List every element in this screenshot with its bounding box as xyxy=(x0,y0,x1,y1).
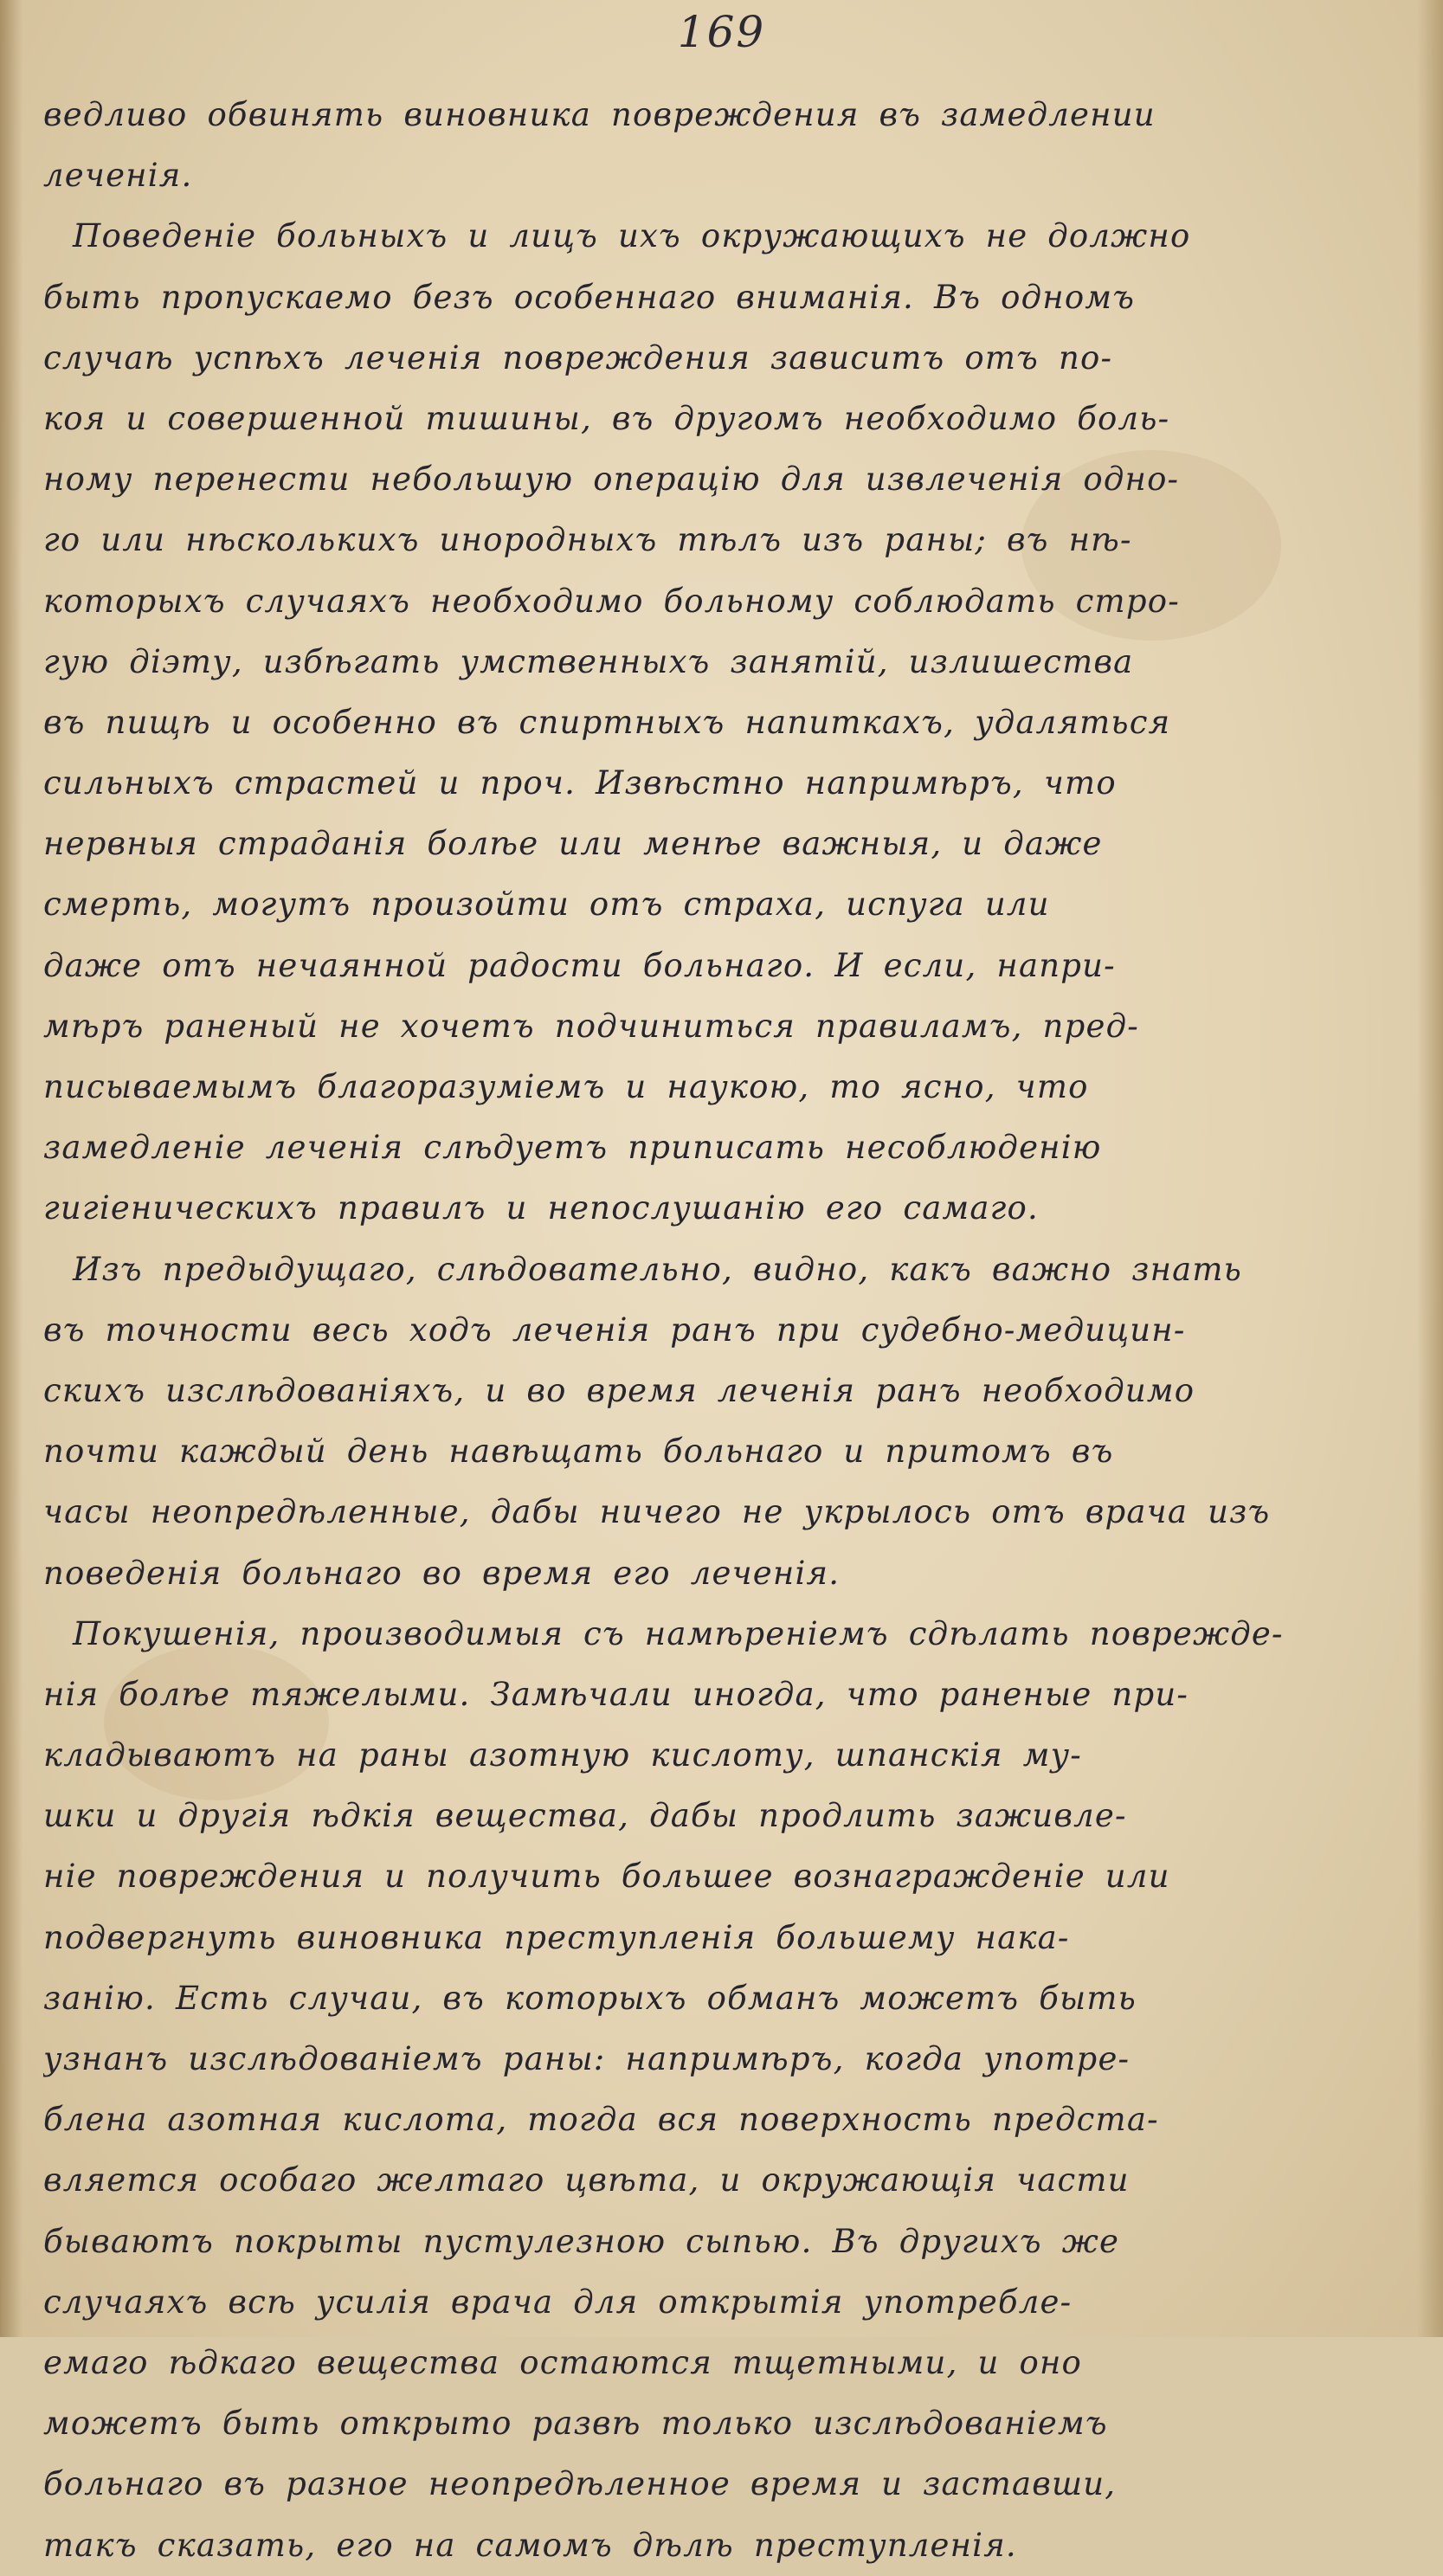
text-line: которыхъ случаяхъ необходимо больному соблюдать стро- xyxy=(43,582,1180,620)
text-line: ніе повреждения и получить большее вознагражденіе или xyxy=(43,1858,1170,1896)
text-line: смерть, могутъ произойти отъ страха, испуга или xyxy=(43,886,1050,924)
text-line: даже отъ нечаянной радости больнаго. И если, напри- xyxy=(43,946,1116,984)
text-line: гую діэту, избѣгать умственныхъ занятій, излишества xyxy=(43,642,1134,680)
text-line: такъ сказать, его на самомъ дѣлѣ преступленія. xyxy=(43,2526,1017,2564)
text-line: писываемымъ благоразуміемъ и наукою, то ясно, что xyxy=(43,1068,1089,1105)
text-line: сильныхъ страстей и проч. Извѣстно напримѣръ, что xyxy=(43,764,1117,802)
text-line: коя и совершенной тишины, въ другомъ необходимо боль- xyxy=(43,399,1170,437)
text-line: узнанъ изслѣдованіемъ раны: напримѣръ, когда употре- xyxy=(43,2040,1131,2077)
handwritten-text-block xyxy=(43,85,1402,2576)
text-line: больнаго въ разное неопредѣленное время и заставши, xyxy=(43,2465,1117,2503)
text-line: го или нѣсколькихъ инородныхъ тѣлъ изъ раны; въ нѣ- xyxy=(43,521,1132,559)
page-edge-shadow-right xyxy=(1417,0,1443,2337)
text-line: случаяхъ всѣ усилія врача для открытія употребле- xyxy=(43,2283,1073,2321)
text-line: леченія. xyxy=(43,157,193,195)
text-line: Поведеніе больныхъ и лицъ ихъ окружающихъ не должно xyxy=(73,217,1191,255)
text-line: почти каждый день навѣщать больнаго и притомъ въ xyxy=(43,1433,1114,1471)
text-line: вляется особаго желтаго цвѣта, и окружающія части xyxy=(43,2161,1130,2199)
text-line: можетъ быть открыто развѣ только изслѣдованіемъ xyxy=(43,2405,1108,2443)
text-line: бываютъ покрыты пустулезною сыпью. Въ другихъ же xyxy=(43,2222,1120,2260)
text-line: ному перенести небольшую операцію для извлеченія одно- xyxy=(43,460,1180,499)
text-line: скихъ изслѣдованіяхъ, и во время леченія ранъ необходимо xyxy=(43,1371,1195,1409)
text-line: поведенія больнаго во время его леченія. xyxy=(43,1554,841,1592)
text-line: нервныя страданія болѣе или менѣе важныя, и даже xyxy=(43,825,1103,863)
page-edge-shadow-left xyxy=(0,0,23,2337)
text-line: занію. Есть случаи, въ которыхъ обманъ можетъ быть xyxy=(43,1979,1137,2017)
text-line: нія болѣе тяжелыми. Замѣчали иногда, что раненые при- xyxy=(43,1675,1189,1713)
text-line: мѣръ раненый не хочетъ подчиниться правиламъ, пред- xyxy=(43,1007,1139,1045)
text-line: емаго ѣдкаго вещества остаются тщетными, и оно xyxy=(43,2343,1083,2381)
text-line: Изъ предыдущаго, слѣдовательно, видно, какъ важно знать xyxy=(73,1250,1243,1288)
text-line: въ точности весь ходъ леченія ранъ при судебно-медицин- xyxy=(43,1311,1186,1349)
text-line: въ пищѣ и особенно въ спиртныхъ напиткахъ, удаляться xyxy=(43,703,1171,741)
text-line: подвергнуть виновника преступленія большему нака- xyxy=(43,1918,1070,1956)
text-line: быть пропускаемо безъ особеннаго вниманія. Въ одномъ xyxy=(43,278,1136,316)
text-line: замедленіе леченія слѣдуетъ приписать несоблюденію xyxy=(43,1129,1102,1167)
text-line: случаѣ успѣхъ леченія повреждения зависитъ отъ по- xyxy=(43,338,1113,377)
page-number: 169 xyxy=(677,7,766,57)
text-line: ведливо обвинять виновника повреждения въ замедлении xyxy=(43,96,1156,133)
text-line: гигіеническихъ правилъ и непослушанію его самаго. xyxy=(43,1189,1039,1227)
text-line: кладываютъ на раны азотную кислоту, шпанскія му- xyxy=(43,1736,1082,1774)
text-line: часы неопредѣленные, дабы ничего не укрылось отъ врача изъ xyxy=(43,1493,1271,1531)
text-line: шки и другія ѣдкія вещества, дабы продлить заживле- xyxy=(43,1797,1127,1835)
text-line: Покушенія, производимыя съ намѣреніемъ сдѣлать поврежде- xyxy=(73,1614,1284,1652)
text-line: блена азотная кислота, тогда вся поверхность предста- xyxy=(43,2101,1159,2139)
